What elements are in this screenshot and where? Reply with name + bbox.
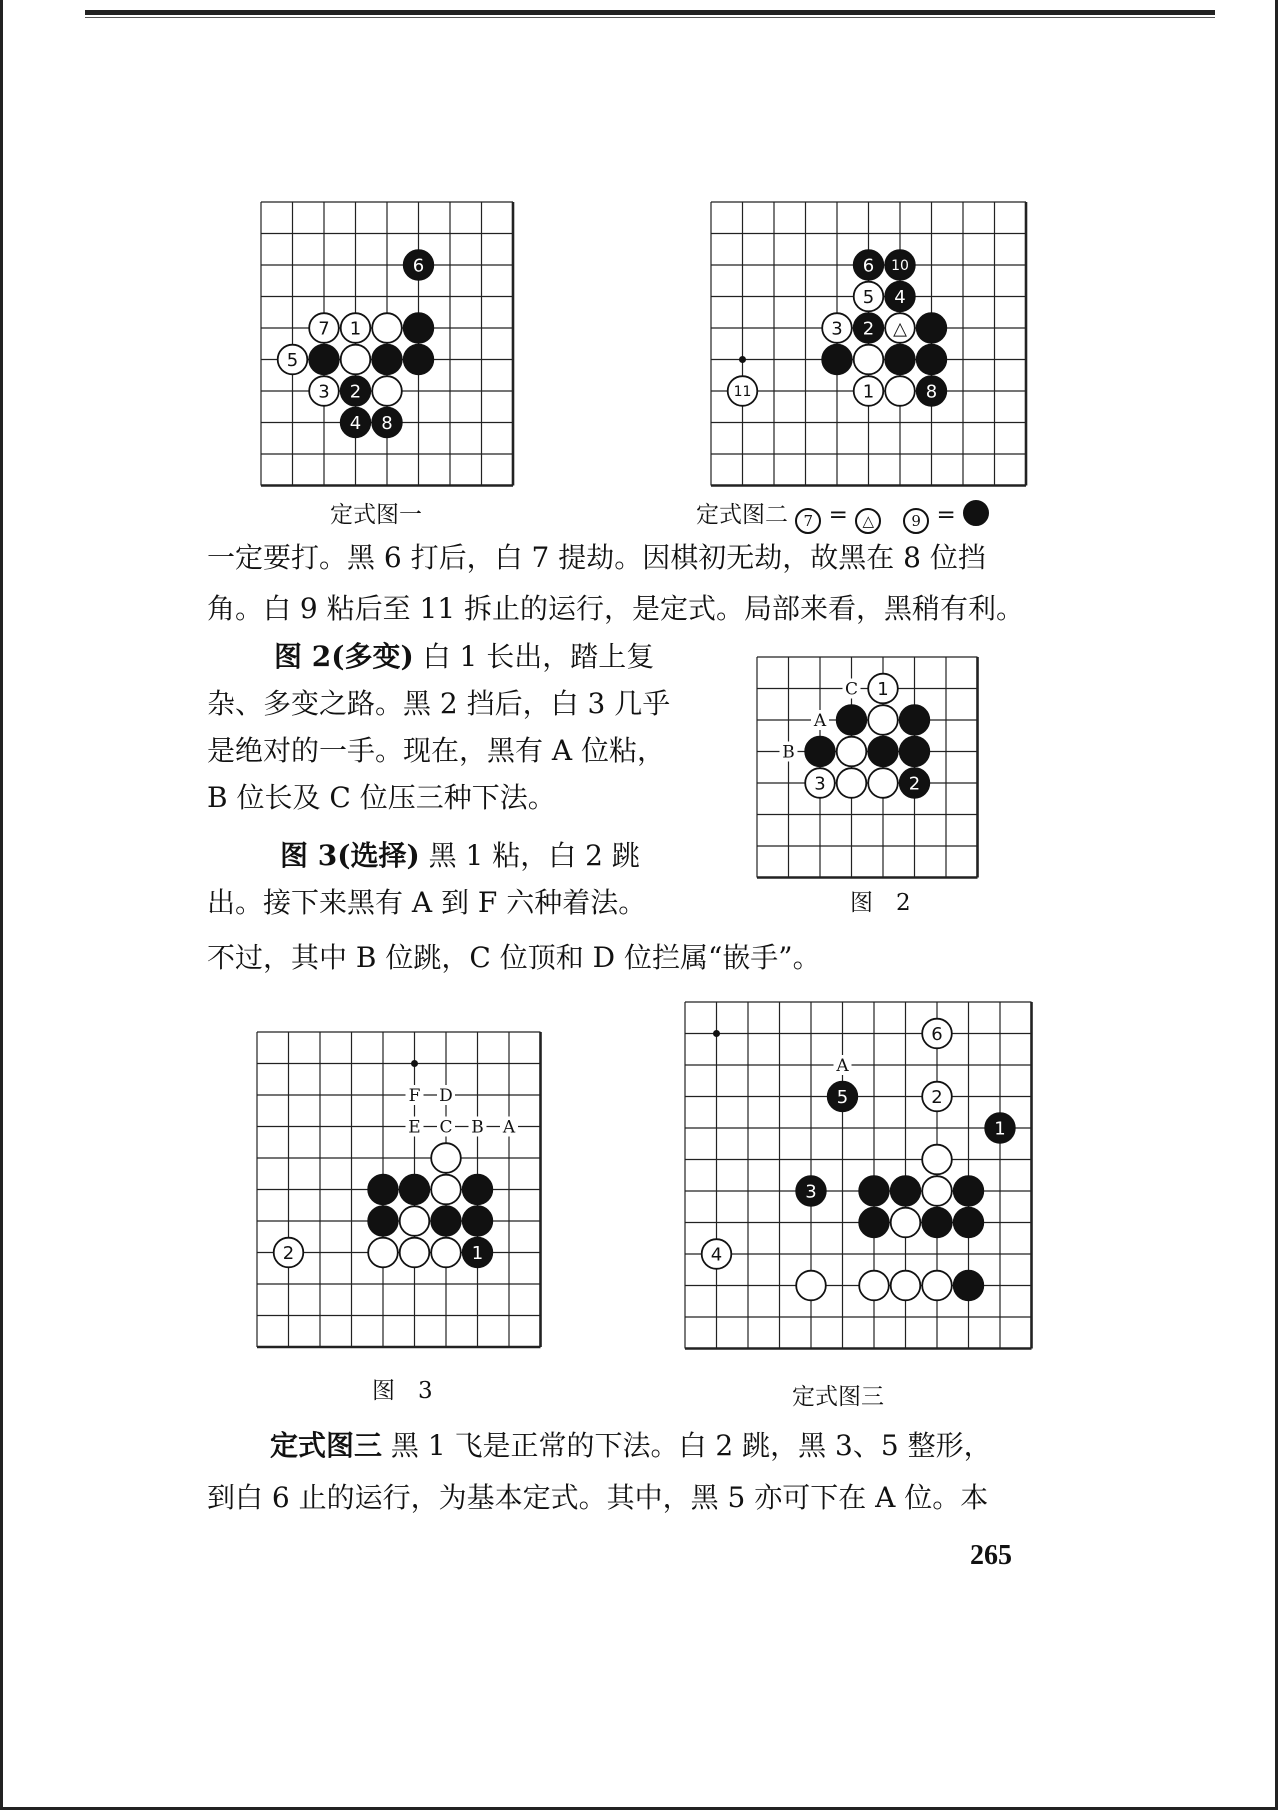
page-number: 265: [970, 1540, 1012, 1571]
stone-label: 6: [412, 255, 425, 277]
stone-label: 2: [908, 773, 921, 795]
top-rule-thin: [85, 17, 1215, 18]
grid: [757, 657, 978, 878]
white-stone: [431, 1143, 461, 1173]
stone-label: 1: [994, 1118, 1006, 1140]
board-letter-B: B: [471, 1117, 484, 1138]
go-board-fig-3: [255, 1030, 535, 1350]
white-stone: [400, 1206, 430, 1236]
black-stone: [859, 1176, 889, 1206]
paragraph-1-line-1: 一定要打。黑 6 打后，白 7 提劫。因棋初无劫，故黑在 8 位挡: [207, 541, 986, 574]
stone-label: △: [893, 318, 907, 340]
fig2-paragraph-line-2: 杂、多变之路。黑 2 挡后，白 3 几乎: [207, 687, 671, 720]
fig3-heading: 图 3(选择): [280, 839, 420, 872]
black-stone: [463, 1206, 493, 1236]
board-letter-B: B: [782, 742, 795, 763]
white-stone: [854, 345, 884, 375]
fig3-paragraph-line-3: 不过，其中 B 位跳，C 位顶和 D 位拦属“嵌手”。: [207, 941, 821, 974]
fig2-paragraph-line-1: [274, 633, 654, 681]
caption-joseki-1: 定式图一: [330, 502, 422, 528]
go-board-joseki-2-svg: [709, 200, 1019, 470]
fig2-paragraph-line-3: 是绝对的一手。现在，黑有 A 位粘，: [207, 734, 666, 767]
black-stone: [805, 737, 835, 767]
white-stone: [885, 376, 915, 406]
paragraph-1-line-2: 角。白 9 粘后至 11 拆止的运行，是定式。局部来看，黑稍有利。: [207, 592, 1025, 625]
go-board-fig-2: [755, 655, 1005, 865]
stone-label: 1: [877, 678, 889, 700]
black-stone: [917, 313, 947, 343]
white-stone: [891, 1271, 921, 1301]
go-board-fig-3-svg: [255, 1030, 535, 1350]
stone-label: 6: [862, 255, 875, 277]
black-stone: [917, 345, 947, 375]
go-board-joseki-1-svg: [259, 200, 499, 470]
black-stone: [822, 345, 852, 375]
black-stone: [404, 345, 434, 375]
stone-label: 4: [349, 412, 362, 434]
stone-label: 7: [318, 318, 330, 340]
black-stone: [891, 1176, 921, 1206]
black-stone: [900, 705, 930, 735]
star-point: [411, 1060, 418, 1067]
black-stone: [431, 1206, 461, 1236]
caption-joseki-2-title: 定式图二: [696, 502, 788, 528]
stone-label: 3: [831, 318, 843, 340]
go-board-joseki-3-svg: [683, 1000, 1023, 1350]
white-stone: [837, 737, 867, 767]
white-stone: [891, 1208, 921, 1238]
black-stone: [368, 1175, 398, 1205]
board-letter-A: A: [502, 1117, 516, 1138]
joseki3-paragraph-line-1: [270, 1422, 992, 1470]
white-stone: [922, 1271, 952, 1301]
white-stone-7-icon: 7: [795, 508, 821, 534]
stone-label: 4: [894, 286, 906, 308]
fig2-line-1-text: 白 1 长出，踏上复: [413, 640, 655, 673]
white-stone: [868, 768, 898, 798]
board-letter-C: C: [439, 1117, 453, 1138]
black-stone: [368, 1206, 398, 1236]
stone-label: 1: [349, 318, 362, 340]
equals-sign: =: [828, 502, 848, 528]
black-stone: [868, 737, 898, 767]
grid: [257, 1032, 541, 1347]
stone-label: 4: [710, 1244, 723, 1266]
joseki3-line-1-text: 黑 1 飞是正常的下法。白 2 跳，黑 3、5 整形，: [382, 1429, 992, 1462]
white-stone: [922, 1145, 952, 1175]
stone-label: 8: [925, 381, 938, 403]
white-stone: [431, 1238, 461, 1268]
black-stone: [954, 1208, 984, 1238]
caption-fig-3: 图 3: [372, 1378, 433, 1404]
white-stone: [837, 768, 867, 798]
board-letter-D: D: [439, 1086, 453, 1106]
board-letter-E: E: [408, 1117, 421, 1138]
black-stone: [837, 705, 867, 735]
equals-sign-2: =: [936, 502, 956, 528]
white-stone: [796, 1271, 826, 1301]
white-stone: [431, 1175, 461, 1205]
caption-joseki-3: 定式图三: [792, 1384, 884, 1410]
stone-label: 1: [862, 381, 875, 403]
stone-label: 3: [318, 381, 330, 403]
board-letter-C: C: [844, 679, 859, 700]
board-letter-F: F: [408, 1086, 421, 1106]
top-rule: [85, 10, 1215, 15]
black-stone: [885, 345, 915, 375]
white-stone: [922, 1176, 952, 1206]
go-board-fig-2-svg: [755, 655, 1005, 865]
black-stone: [922, 1208, 952, 1238]
stone-label: 2: [349, 381, 362, 403]
fig3-line-1-text: 黑 1 粘，白 2 跳: [419, 839, 640, 872]
white-stone: [341, 345, 371, 375]
black-stone: [404, 313, 434, 343]
black-stone: [900, 737, 930, 767]
board-letter-A: A: [813, 711, 827, 731]
caption-joseki-2: [696, 496, 989, 534]
fig3-paragraph-line-2: 出。接下来黑有 A 到 F 六种着法。: [207, 886, 647, 919]
stone-label: 2: [931, 1086, 943, 1108]
go-board-joseki-1: [259, 200, 499, 470]
stone-label: 5: [862, 286, 875, 308]
stone-label: 3: [805, 1181, 817, 1203]
black-stone: [954, 1271, 984, 1301]
white-stone-9-icon: 9: [903, 508, 929, 534]
black-stone: [463, 1175, 493, 1205]
white-stone: [368, 1238, 398, 1268]
caption-fig-2: 图 2: [850, 890, 911, 916]
joseki3-heading: 定式图三: [270, 1429, 383, 1462]
stone-label: 2: [282, 1242, 295, 1264]
stone-label: 8: [381, 412, 393, 434]
black-stone: [954, 1176, 984, 1206]
fig3-paragraph-line-1: [280, 832, 640, 880]
go-board-joseki-2: [709, 200, 1019, 470]
stone-label: 1: [471, 1242, 484, 1264]
black-stone-icon: [963, 500, 989, 526]
stone-label: 6: [931, 1023, 943, 1045]
black-stone: [859, 1208, 889, 1238]
black-stone: [372, 345, 402, 375]
stone-label: 5: [836, 1086, 849, 1108]
white-stone: [372, 376, 402, 406]
triangle-stone-icon: △: [855, 508, 881, 534]
stone-label: 11: [733, 384, 752, 401]
black-stone: [400, 1175, 430, 1205]
star-point: [739, 356, 746, 363]
grid: [261, 202, 513, 486]
white-stone: [868, 705, 898, 735]
stone-label: 10: [891, 258, 909, 275]
star-point: [713, 1030, 720, 1037]
white-stone: [859, 1271, 889, 1301]
white-stone: [400, 1238, 430, 1268]
stone-label: 3: [814, 773, 826, 795]
grid: [711, 202, 1026, 486]
white-stone: [372, 313, 402, 343]
stone-label: 2: [862, 318, 875, 340]
fig2-heading: 图 2(多变): [274, 640, 414, 673]
stone-label: 5: [286, 349, 299, 371]
fig2-paragraph-line-4: B 位长及 C 位压三种下法。: [207, 781, 556, 814]
board-letter-A: A: [836, 1056, 849, 1076]
go-board-joseki-3: [683, 1000, 1023, 1350]
black-stone: [309, 345, 339, 375]
joseki3-paragraph-line-2: 到白 6 止的运行，为基本定式。其中，黑 5 亦可下在 A 位。本: [207, 1481, 989, 1514]
